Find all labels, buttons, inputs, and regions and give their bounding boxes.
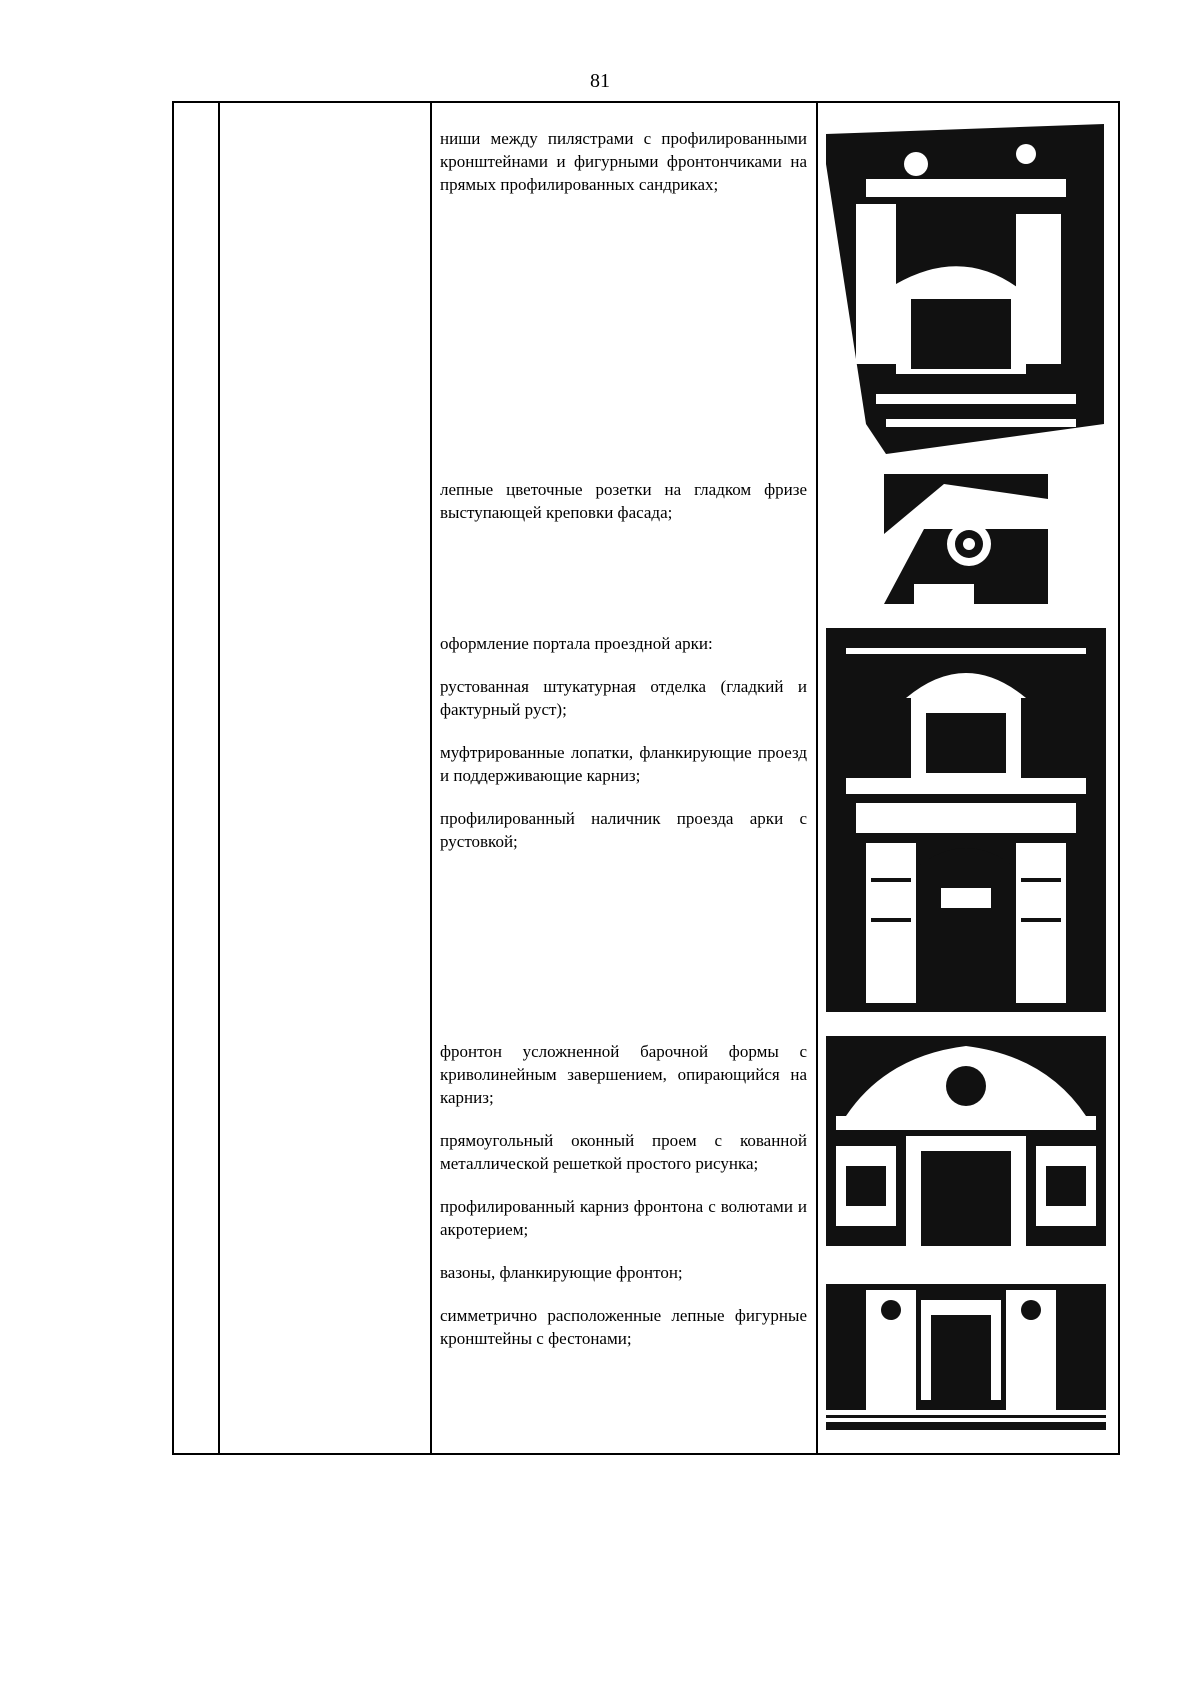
rosette-frieze-photo [884, 474, 1048, 604]
description-paragraph: лепные цветочные розетки на гладком фризе выступающей креповки фасада; [440, 480, 807, 522]
description-block [440, 127, 807, 216]
description-paragraph: ниши между пилястрами с профилированными кронштейнами и фигурными фронтончиками на прямых профилированных сандриках; [440, 129, 807, 194]
description-paragraph: рустованная штукатурная отделка (гладкий и фактурный руст); [440, 677, 807, 719]
baroque-pediment-photo [826, 1036, 1106, 1246]
description-paragraph: вазоны, фланкирующие фронтон; [440, 1263, 683, 1282]
arch-portal-photo [826, 628, 1106, 1012]
window-brackets-photo [826, 1270, 1106, 1430]
table-column-divider [430, 103, 432, 1453]
table-column-divider [218, 103, 220, 1453]
description-paragraph: муфтрированные лопатки, фланкирующие проезд и поддерживающие карниз; [440, 743, 807, 785]
description-paragraph: фронтон усложненной барочной формы с криволинейным завершением, опирающийся на карниз; [440, 1042, 807, 1107]
description-block [440, 632, 807, 873]
window-niche-pediment-photo [826, 124, 1104, 454]
description-block [440, 478, 807, 544]
page-number: 81 [590, 70, 610, 92]
description-paragraph: прямоугольный оконный проем с кованной металлической решеткой простого рисунка; [440, 1131, 807, 1173]
description-paragraph: оформление портала проездной арки: [440, 634, 713, 653]
description-paragraph: симметрично расположенные лепные фигурные кронштейны с фестонами; [440, 1306, 807, 1348]
description-block [440, 1040, 807, 1370]
table-column-divider [816, 103, 818, 1453]
description-paragraph: профилированный карниз фронтона с волютами и акротерием; [440, 1197, 807, 1239]
description-paragraph: профилированный наличник проезда арки с рустовкой; [440, 809, 807, 851]
